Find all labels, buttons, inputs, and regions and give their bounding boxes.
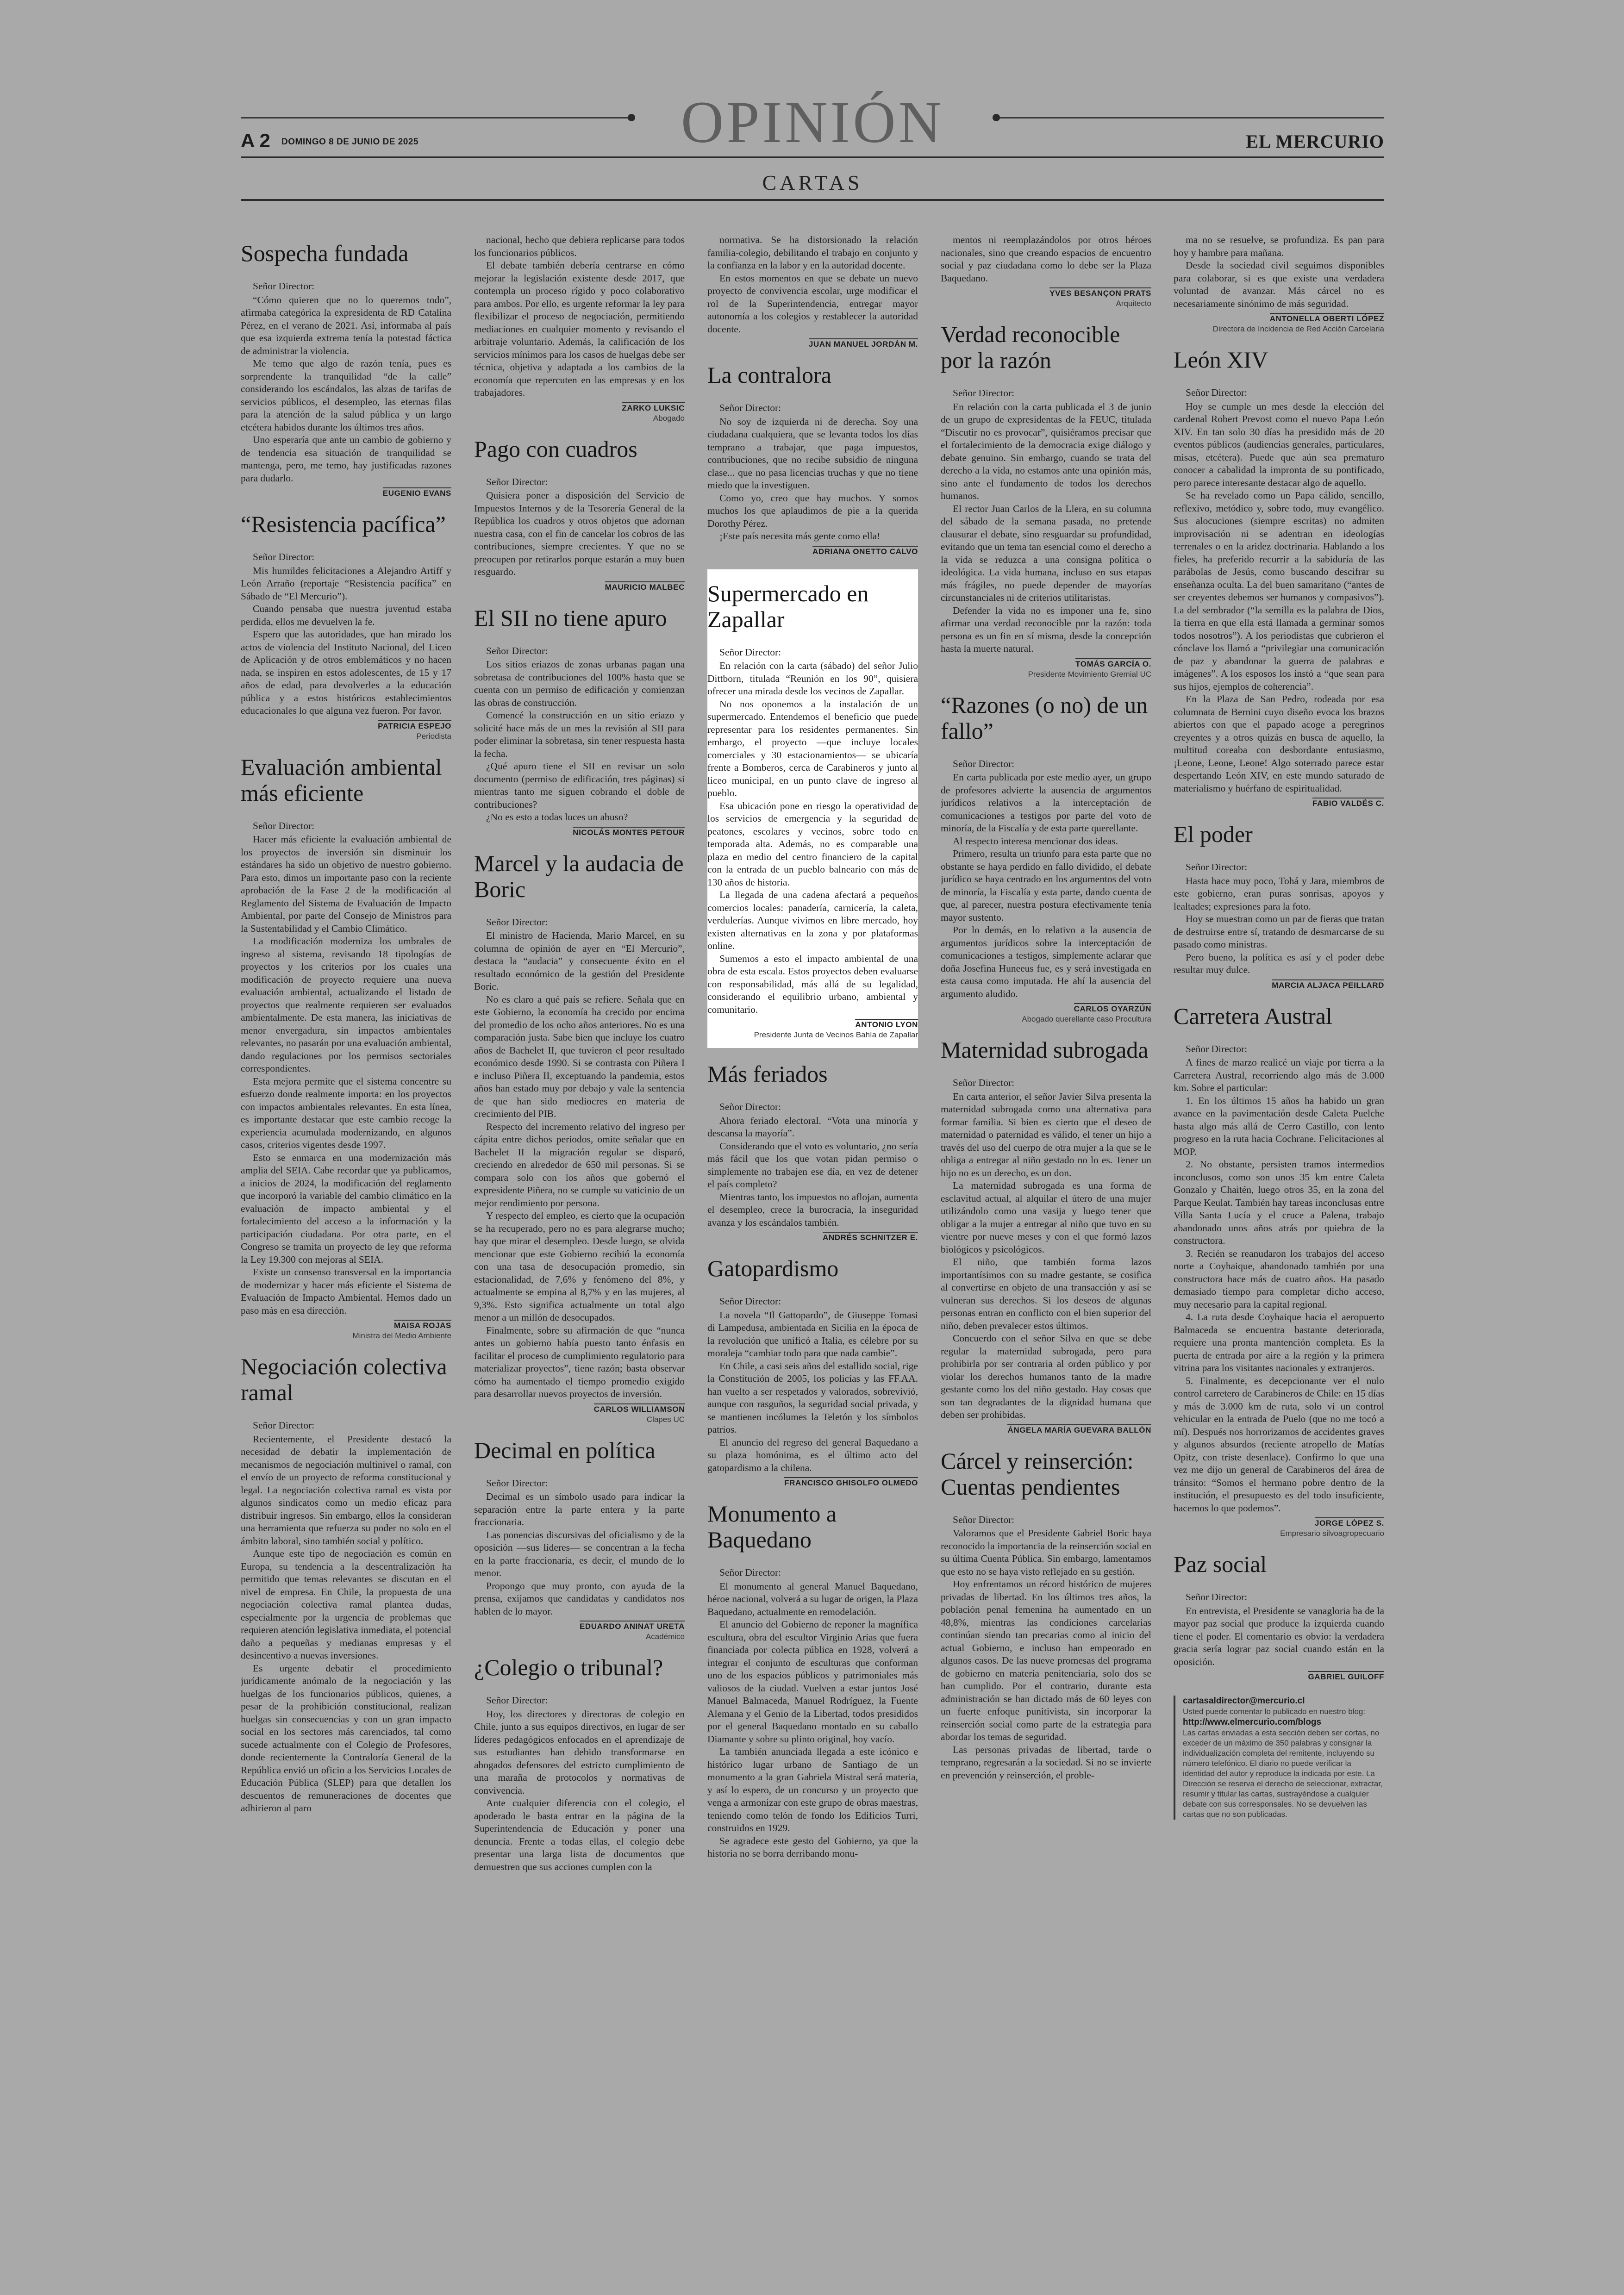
letter: [941, 234, 1151, 308]
author-role: Presidente Movimiento Gremial UC: [1028, 669, 1151, 679]
letter-signature: [474, 402, 685, 413]
letter-title: Evaluación ambiental más eficiente: [241, 754, 442, 806]
letter-title: Maternidad subrogada: [941, 1037, 1149, 1063]
letter-paragraph: La maternidad subrogada es una forma de esclavitud actual, al alquilar el útero de una mujer utilizándolo como una vasija y luego tener que obligar a la mujer a entregar al niño que tuvo en su vientre por nueve meses y con el que formó lazos biológicos y psicológicos.: [941, 1180, 1151, 1255]
letter-paragraph: Concuerdo con el señor Silva en que se debe regular la maternidad subrogada, pero para prohibirla por ser contraria al orden público y por violar los derechos humanos tanto de la madre gestante como los del niño gestado. Hay cosas que son tan degradantes de la dignidad humana que deben ser prohibidas.: [941, 1333, 1151, 1420]
letter-salutation: Señor Director:: [486, 645, 548, 656]
author-name: ANTONELLA OBERTI LÓPEZ: [1270, 313, 1384, 324]
letter: [707, 1255, 918, 1488]
letter: [474, 1654, 685, 1873]
letter-paragraph: No soy de izquierda ni de derecha. Soy una ciudadana cualquiera, que se levanta todos los días temprano a trabajar, que paga impuestos, contribuciones, que no recibe subsidio de ninguna clase... que no pasa licencias truchas y que no tiene miedo que la investiguen.: [707, 416, 918, 491]
author-role: Ministra del Medio Ambiente: [352, 1331, 451, 1340]
contact-email: cartasaldirector@mercurio.cl: [1183, 1696, 1305, 1706]
letter-paragraph: Esta mejora permite que el sistema concentre su esfuerzo donde realmente importa: en los proyectos con impactos ambientales relevantes. En esta línea, es importante destacar que este cambio recoge la experiencia acumulada modernizando, en algunos casos, criterios vigentes desde 1997.: [241, 1075, 451, 1150]
letter-paragraph: Hoy se muestran como un par de fieras que tratan de destruirse entre sí, tratando de desmarcarse de su pasado como ministras.: [1174, 913, 1384, 950]
subsection-rule: [241, 199, 1384, 201]
letter: [474, 605, 685, 837]
letter-paragraph: Sumemos a esto el impacto ambiental de una obra de esta escala. Estos proyectos deben evaluarse con responsabilidad, más allá de su legalidad, considerando el equilibrio urbano, ambiental y comunitario.: [707, 953, 918, 1015]
letter: [474, 850, 685, 1424]
letter-title: El SII no tiene apuro: [474, 605, 667, 631]
letter-paragraph: El anuncio del regreso del general Baquedano a su plaza homónima, es el último acto del gatopardismo a la chilena.: [707, 1436, 918, 1473]
letter-salutation: Señor Director:: [953, 1077, 1015, 1088]
letter: [707, 362, 918, 556]
subsection-title: CARTAS: [762, 171, 863, 194]
letter-signature: [941, 1003, 1151, 1014]
letter: [241, 511, 451, 741]
letter-title: Supermercado en Zapallar: [707, 580, 869, 632]
letter-salutation: Señor Director:: [253, 820, 315, 831]
column-2: [474, 234, 685, 2261]
letter-signature: [1174, 1517, 1384, 1528]
letter-paragraph: 2. No obstante, persisten tramos intermedios inconclusos, como son unos 35 km entre Caleta Gonzalo y Chaitén, luego otros 35, en la zona del Parque Keulat. También hay tareas inconclusas entre Villa Santa Lucía y el cruce a Palena, trabajo abandonado unos años atrás por quiebra de la constructora.: [1174, 1159, 1384, 1246]
author-name: MAURICIO MALBEC: [605, 581, 685, 592]
letter-paragraph: Hoy enfrentamos un récord histórico de mujeres privadas de libertad. En los últimos tres años, la población penal femenina ha aumentado en un 48,8%, mientras las condiciones carcelarias continúan siendo tan precarias como al inicio del actual Gobierno, e incluso han empeorado en algunos casos. De las nueve promesas del programa de gobierno en materia penitenciaria, solo dos se han cumplido. Por el contrario, durante esta administración se han dictado más de 60 leyes con un fuerte enfoque punitivista, sin incorporar la reinserción social como parte de la estrategia para abordar los temas de seguridad.: [941, 1578, 1151, 1742]
letter-paragraph: La modificación moderniza los umbrales de ingreso al sistema, revisando 18 tipologías de proyectos y los criterios por los cuales una modificación de proyecto requiere una nueva evaluación ambiental, actualizando el listado de proyectos que realmente requieren ser evaluados ambientalmente. De esta manera, las iniciativas de menor envergadura, sin impactos ambientales relevantes, no pasarán por una evaluación ambiental, dando regulaciones por los permisos sectoriales correspondientes.: [241, 935, 451, 1074]
letter: [241, 240, 451, 498]
letter-paragraph: No es claro a qué país se refiere. Señala que en este Gobierno, la economía ha crecido por encima del promedio de los ocho años anteriores. No es una comparación justa. Sabe bien que incluye los cuatro años de Bachelet II, que tuvieron el peor resultado económico desde 1990. Si se contrasta con Piñera I e incluso Piñera II, exceptuando la pandemia, estos años han estado muy por debajo y vale la sentencia de que han sido mediocres en materia de crecimiento del PIB.: [474, 993, 685, 1119]
letter-paragraph: El monumento al general Manuel Baquedano, héroe nacional, volverá a su lugar de origen, la Plaza Baquedano, actualmente en remodelación.: [707, 1580, 918, 1617]
letter-paragraph: En entrevista, el Presidente se vanagloria ba de la mayor paz social que produce la izquierda cuando tiene el poder. El comentario es obvio: la verdadera gracia sería lograr paz social cuando están en la oposición.: [1174, 1605, 1384, 1667]
author-role: Clapes UC: [646, 1415, 685, 1424]
letter-salutation: Señor Director:: [953, 1514, 1015, 1525]
letter-paragraph: Respecto del incremento relativo del ingreso per cápita entre dichos periodos, omite señalar que en Bachelet II la migración regular se disparó, creciendo en alrededor de 650 mil personas. Si se compara solo con los años que gobernó el expresidente Piñera, no se cumple su vaticinio de un mejor rendimiento por persona.: [474, 1121, 685, 1209]
letter-title: Paz social: [1174, 1551, 1267, 1577]
author-name: ANTONIO LYON: [855, 1019, 918, 1029]
letter-paragraph: Se agradece este gesto del Gobierno, ya que la historia no se borra derribando monu-: [707, 1835, 918, 1859]
letter-signature: [1174, 798, 1384, 808]
letter: [241, 1353, 451, 1815]
letter-paragraph: 1. En los últimos 15 años ha habido un gran avance en la pavimentación desde Caleta Puelche hasta algo más allá de Cerro Castillo, con lento progreso en la ruta hacia Cochrane. Felicitaciones al MOP.: [1174, 1095, 1384, 1157]
letter: [1174, 347, 1384, 808]
letter-paragraph: Los sitios eriazos de zonas urbanas pagan una sobretasa de contribuciones del 100% hasta que se cuenta con un permiso de edificación y comienzan las obras de construcción.: [474, 659, 685, 708]
letter: [1174, 234, 1384, 334]
letter-paragraph: Pero bueno, la política es así y el poder debe resultar muy dulce.: [1174, 951, 1384, 975]
letter-paragraph: Comencé la construcción en un sitio eriazo y solicité hace más de un mes la revisión al SII para poder eliminar la sobretasa, sin tener respuesta hasta la fecha.: [474, 710, 685, 759]
letter-title: ¿Colegio o tribunal?: [474, 1654, 663, 1680]
letter-paragraph: Esa ubicación pone en riesgo la operatividad de los servicios de emergencia y la seguridad de peatones, escolares y vecinos, sobre todo en temporada alta. Además, no es comparable una plaza en medio del centro financiero de la capital con la entrada de un pueblo balneario con más de 130 años de historia.: [707, 800, 918, 888]
letter-paragraph: ¿No es esto a todas luces un abuso?: [486, 811, 628, 823]
letter-paragraph: Como yo, creo que hay muchos. Y somos muchos los que aplaudimos de pie a la querida Dorothy Pérez.: [707, 492, 918, 529]
author-name: CARLOS OYARZÚN: [1074, 1003, 1151, 1014]
letter-title: Monumento a Baquedano: [707, 1501, 837, 1553]
letter-paragraph: ¡Este país necesita más gente como ella!: [719, 530, 881, 542]
letter-salutation: Señor Director:: [719, 402, 781, 413]
letter-paragraph: Hoy se cumple un mes desde la elección del cardenal Robert Prevost como el nuevo Papa León XIV. En tan solo 30 días ha presidido más de 20 eventos públicos (audiencias generales, particulares, misas, etcétera). Puede que aún sea prematuro conocer a cabalidad la impronta de su pontificado, pero parece interesante destacar algo de aquello.: [1174, 400, 1384, 488]
letter-paragraph: nacional, hecho que debiera replicarse para todos los funcionarios públicos.: [474, 234, 685, 258]
letter-signature: [941, 1424, 1151, 1435]
letter-paragraph: Espero que las autoridades, que han mirado los actos de violencia del Instituto Nacional, del Liceo de Aplicación y de otros emblemáticos y no hacen nada, se inspiren en estos adolescentes, de 15 y 17 años de edad, para devolverles a la educación pública y a estos históricos establecimientos educacionales lo que alguna vez fueron. Por favor.: [241, 629, 451, 716]
author-role: Empresario silvoagropecuario: [1280, 1529, 1384, 1538]
author-name: YVES BESANÇON PRATS: [1049, 287, 1151, 298]
letter-salutation: Señor Director:: [253, 1420, 315, 1431]
letter: [1174, 821, 1384, 990]
letter-signature: [474, 827, 685, 837]
letter: [474, 436, 685, 592]
letter-title: Más feriados: [707, 1061, 828, 1087]
newspaper-brand: EL MERCURIO: [1246, 131, 1384, 152]
letter-title: Gatopardismo: [707, 1255, 839, 1281]
letter-paragraph: Valoramos que el Presidente Gabriel Boric haya reconocido la importancia de la reinserción social en su última Cuenta Pública. Sin embargo, lamentamos que esto no se haya visto reflejado en su gestión.: [941, 1528, 1151, 1577]
letter-paragraph: ma no se resuelve, se profundiza. Es pan para hoy y hambre para mañana.: [1174, 234, 1384, 258]
letter-paragraph: El rector Juan Carlos de la Llera, en su columna del sábado de la semana pasada, no pretende clausurar el debate, sino resguardar su profundidad, evitando que un tema tan esencial como el derecho a la vida se reduzca a una consigna política o ideológica. La vida humana, incluso en sus etapas más frágiles, no puede depender de mayorías circunstanciales ni de criterios utilitaristas.: [941, 503, 1151, 603]
letter-paragraph: Por lo demás, en lo relativo a la ausencia de argumentos jurídicos sobre la interceptación de comunicaciones a testigos, simplemente aclarar que doña Josefina Huneeus fue, es y será investigada en esta causa como imputada. He ahí la ausencia del argumento aludido.: [941, 924, 1151, 999]
letter: [707, 1501, 918, 1860]
letter: [941, 692, 1151, 1024]
letter-salutation: Señor Director:: [486, 1477, 548, 1489]
author-name: ZARKO LUKSIC: [622, 402, 685, 413]
author-name: TOMÁS GARCÍA O.: [1075, 658, 1151, 669]
letter-paragraph: Propongo que muy pronto, con ayuda de la prensa, exijamos que candidatas y candidatos nos hablen de lo mayor.: [474, 1580, 685, 1617]
letter-paragraph: Quisiera poner a disposición del Servicio de Impuestos Internos y de la Tesorería General de la República los cuadros y otros objetos que adornan nuestra casa, con el fin de cancelar los cobros de las contribuciones, siempre crecientes. Y que no se preocupen por retirarlos porque estarán a muy buen resguardo.: [474, 490, 685, 577]
letter-signature: [1174, 979, 1384, 990]
letter-paragraph: El anuncio del Gobierno de reponer la magnífica escultura, obra del escultor Virginio Arias que fuera financiada por colecta pública en 1928, volverá a integrar el conjunto de esculturas que conforman uno de los espacios públicos y patrimoniales más valiosos de la ciudad. Vuelven a estar juntos José Manuel Balmaceda, Manuel Rodríguez, la Fuente Alemana y el Genio de la Libertad, todos presididos por el general Baquedano montado en su caballo Diamante y sobre su plinto original, hoy vacío.: [707, 1619, 918, 1745]
letter-title: Decimal en política: [474, 1437, 656, 1463]
letter: [1174, 1003, 1384, 1539]
letter-paragraph: La llegada de una cadena afectará a pequeños comercios locales: panadería, carnicería, la caleta, verdulerías. Aunque vivimos en libre mercado, hoy existen alternativas en la zona y por plataformas online.: [707, 889, 918, 951]
letter-salutation: Señor Director:: [1186, 861, 1248, 873]
letter-paragraph: Se ha revelado como un Papa cálido, sencillo, reflexivo, metódico y, sobre todo, muy evangélico. Sus alocuciones (siempre escritas) no admiten improvisación ni se adentran en ideologías terrenales o en la aridez doctrinaria. Hablando a los fieles, ha preferido recurrir a la sabiduría de las parábolas de Jesús, como buscando descifrar su enseñanza oculta. La del buen samaritano (“antes de ser creyentes debemos ser humanos y compasivos”). La del sembrador (“la semilla es la palabra de Dios, la tierra en que ella está llamada a germinar somos todos nosotros”). A los periodistas que cubrieron el cónclave los llamó a “privilegiar una comunicación de paz y abandonar la guerra de palabras e imágenes”. A los esposos los instó a “que sean para sus hijos, ejemplos de coherencia”.: [1174, 490, 1384, 692]
author-name: MARCIA ALJACA PEILLARD: [1272, 979, 1384, 990]
letter-title: “Razones (o no) de un fallo”: [941, 692, 1148, 744]
letter-salutation: Señor Director:: [719, 1296, 781, 1307]
column-4: [941, 234, 1151, 2261]
letter-paragraph: 4. La ruta desde Coyhaique hacia el aeropuerto Balmaceda se encuentra bastante deteriorada, requiere una pronta mantención completa. Es la puerta de entrada por aire a la región y la primera vitrina para los visitantes nacionales y extranjeros.: [1174, 1311, 1384, 1373]
letter: [941, 1448, 1151, 1782]
letter: [707, 569, 918, 1048]
masthead: [241, 83, 1384, 222]
column-3: [707, 234, 918, 2261]
letter-paragraph: Las ponencias discursivas del oficialismo y de la oposición —sus líderes— se concentran a la fecha en la parte fraccionaria, es decir, el mundo de lo menor.: [474, 1529, 685, 1578]
letter-signature: [474, 581, 685, 592]
letter-salutation: Señor Director:: [953, 387, 1015, 399]
letter-paragraph: Me temo que algo de razón tenía, pues es sorprendente la tranquilidad “de la calle” considerando los escándalos, las alzas de tarifas de servicios públicos, el desempleo, las eternas filas para la atención de la salud pública y un largo etcétera habidos durante los últimos tres años.: [241, 358, 451, 433]
letter-paragraph: Finalmente, sobre su afirmación de que “nunca antes un gobierno había puesto tanto énfasis en facilitar el proceso de cumplimiento regulatorio para materializar proyectos”, tiene razón; basta observar cómo ha aumentado el tiempo promedio exigido para desarrollar nuevos proyectos de inversión.: [474, 1324, 685, 1399]
author-name: ANDRÉS SCHNITZER E.: [823, 1232, 918, 1242]
letter-paragraph: Decimal es un símbolo usado para indicar la separación entre la parte entera y la parte fraccionaria.: [474, 1491, 685, 1528]
newspaper-page: [241, 83, 1384, 2259]
author-name: EDUARDO ANINAT URETA: [580, 1621, 685, 1631]
letter-paragraph: Y respecto del empleo, es cierto que la ocupación se ha recuperado, pero no es para alegrarse mucho; hay que mirar el desempleo. Desde luego, se olvida mencionar que este Gobierno recibió la economía con una tasa de desocupación promedio, sin estacionalidad, de 7,6% y fenómeno del 8%, y actualmente se empina al 8,7% y en las mujeres, al 9,3%. Esto significa actualmente un total algo menor a un millón de desocupados.: [474, 1210, 685, 1323]
letter-paragraph: mentos ni reemplazándolos por otros héroes nacionales, sino que creando espacios de encuentro social y paz ciudadana como lo debe ser la Plaza Baquedano.: [941, 234, 1151, 284]
author-name: FRANCISCO GHISOLFO OLMEDO: [784, 1477, 918, 1488]
letter-salutation: Señor Director:: [1186, 1591, 1248, 1603]
letter-signature: [474, 1403, 685, 1414]
letter: [474, 234, 685, 423]
author-role: Periodista: [416, 731, 451, 741]
letter-signature: [241, 1320, 451, 1330]
letter-paragraph: Hacer más eficiente la evaluación ambiental de los proyectos de inversión sin disminuir los estándares ha sido un objetivo de nuestro gobierno. Para esto, dimos un importante paso con la reciente aprobación de la Fase 2 de la modificación al Reglamento del Sistema de Evaluación de Impacto Ambiental, por parte del Consejo de Ministros para la Sustentabilidad y el Cambio Climático.: [241, 834, 451, 934]
letter-paragraph: Hasta hace muy poco, Tohá y Jara, miembros de este gobierno, eran puras sonrisas, apoyos y lealtades; expresiones para la foto.: [1174, 875, 1384, 912]
letter-salutation: Señor Director:: [719, 1567, 781, 1578]
letter-paragraph: La novela “Il Gattopardo”, de Giuseppe Tomasi di Lampedusa, ambientada en Sicilia en la época de la revolución que unificó a Italia, es célebre por su moraleja “cambiar todo para que nada cambie”.: [707, 1309, 918, 1359]
letter-paragraph: En relación con la carta (sábado) del señor Julio Dittborn, titulada “Reunión en los 90”, quisiera ofrecer una mirada desde los vecinos de Zapallar.: [707, 660, 918, 697]
letter-paragraph: Aunque este tipo de negociación es común en Europa, su tendencia a la descentralización ha permitido que temas relevantes se discutan en el nivel de empresa. En Chile, la propuesta de una negociación colectiva ramal plantea dudas, especialmente por la urgencia de problemas que requieren atención legislativa inmediata, el potencial daño a pequeñas y medianas empresas y el desincentivo a nuevas inversiones.: [241, 1548, 451, 1661]
letter-paragraph: Uno esperaría que ante un cambio de gobierno y de tendencia esa situación de tranquilidad se mantenga, pero, me temo, hay justificadas razones para dudarlo.: [241, 434, 451, 484]
letter-paragraph: ¿Qué apuro tiene el SII en revisar un solo documento (permiso de edificación, tres páginas) si mientras tanto me siguen cobrando el doble de contribuciones?: [474, 761, 685, 810]
letter: [941, 321, 1151, 679]
letter-title: La contralora: [707, 362, 831, 388]
letter-signature: [1174, 313, 1384, 324]
letter-paragraph: No nos oponemos a la instalación de un supermercado. Entendemos el beneficio que puede representar para los residentes permanentes. Sin embargo, el proyecto —que incluye locales comerciales y 30 estacionamientos— se ubicaría frente a Bomberos, cerca de Carabineros y junto al liceo municipal, en un punto clave de ingreso al pueblo.: [707, 698, 918, 798]
letter-paragraph: En estos momentos en que se debate un nuevo proyecto de convivencia escolar, urge modificar el rol de la Superintendencia, entregar mayor autonomía a los colegios y restablecer la autoridad docente.: [707, 272, 918, 335]
letter-paragraph: En relación con la carta publicada el 3 de junio de un grupo de expresidentas de la FEUC, titulada “Discutir no es provocar”, quisiéramos precisar que el fortalecimiento de la democracia exige diálogo y debate genuino. Sin embargo, cuando se trata del derecho a la vida, no estamos ante una opinión más, sino ante el fundamento de todos los derechos humanos.: [941, 401, 1151, 501]
author-name: PATRICIA ESPEJO: [378, 720, 451, 731]
author-name: JORGE LÓPEZ S.: [1315, 1517, 1384, 1528]
author-name: GABRIEL GUILOFF: [1308, 1671, 1384, 1682]
author-name: JUAN MANUEL JORDÁN M.: [809, 338, 918, 349]
letter-paragraph: En la Plaza de San Pedro, rodeada por esa columnata de Bernini cuyo diseño evoca los brazos abiertos con que el papado acoge a peregrinos creyentes y a otros quizás en busca de aquello, la multitud coreaba con desbordante entusiasmo, ¡Leone, Leone, Leone! Algo soterrado parece estar despertando León XIV, en este mundo saturado de materialismo y huérfano de espiritualidad.: [1174, 693, 1384, 794]
letter-title: Verdad reconocible por la razón: [941, 321, 1120, 373]
author-role: Arquitecto: [1116, 299, 1151, 308]
section-title: OPINIÓN: [681, 89, 944, 155]
author-name: EUGENIO EVANS: [383, 487, 451, 498]
author-name: NICOLÁS MONTES PETOUR: [573, 827, 685, 837]
letter-paragraph: El debate también debería centrarse en cómo mejorar la legislación existente desde 2017, que contempla un proceso rígido y poco colaborativo para ambos. Por ello, es urgente reformar la ley para flexibilizar el proceso de negociación, permitiendo mediaciones en cualquier momento y revisando el arbitraje voluntario. Además, la calificación de los servicios mínimos para los casos de huelgas debe ser técnica, objetiva y adaptada a los cambios de la economía que repercuten en las empresas y en los trabajadores.: [474, 260, 685, 398]
letter: [1174, 1551, 1384, 1682]
author-name: CARLOS WILLIAMSON: [594, 1403, 685, 1414]
letter-paragraph: “Cómo quieren que no lo queremos todo”, afirmaba categórica la expresidenta de RD Catalina Pérez, en el verano de 2021. Así, informaba al país que esa izquierda extrema tenía la potestad fáctica de administrar la violencia.: [241, 294, 451, 356]
letter-signature: [941, 658, 1151, 669]
letter-paragraph: Considerando que el voto es voluntario, ¿no sería más fácil que los que votan pidan permiso o simplemente no trabajen ese día, en vez de detener el país completo?: [707, 1140, 918, 1190]
letter-paragraph: Al respecto interesa mencionar dos ideas.: [953, 835, 1118, 847]
letter-paragraph: En Chile, a casi seis años del estallido social, rige la Constitución de 2005, los policías y las FF.AA. han vuelto a ser respetados y valorados, sobrevivió, aunque con rasguños, la seguridad social privada, y se mantienen incólumes la Teletón y los símbolos patrios.: [707, 1360, 918, 1435]
contact-note: Usted puede comentar lo publicado en nuestro blog:: [1183, 1707, 1366, 1716]
letter-paragraph: Esto se enmarca en una modernización más amplia del SEIA. Cabe recordar que ya publicamos, a inicios de 2024, la modificación del reglamento que incorporó la variable del cambio climático en la evaluación de impacto ambiental y el fortalecimiento del acceso a la información y la participación ciudadana. Por otra parte, en el Congreso se tramita un proyecto de ley que reforma la Ley 19.300 con mejoras al SEIA.: [241, 1152, 451, 1265]
letter-salutation: Señor Director:: [719, 646, 781, 658]
author-name: MAISA ROJAS: [394, 1320, 451, 1330]
letter-salutation: Señor Director:: [486, 916, 548, 928]
letter: [241, 754, 451, 1341]
author-role: Directora de Incidencia de Red Acción Carcelaria: [1212, 324, 1384, 333]
author-role: Académico: [645, 1632, 685, 1641]
letter-title: El poder: [1174, 821, 1253, 847]
letter-title: Marcel y la audacia de Boric: [474, 850, 684, 902]
letter-title: Sospecha fundada: [241, 240, 409, 266]
letter-title: Negociación colectiva ramal: [241, 1353, 447, 1405]
letter-paragraph: Existe un consenso transversal en la importancia de modernizar y hacer más eficiente el Sistema de Evaluación de Impacto Ambiental. Hemos dado un paso más en esa dirección.: [241, 1266, 451, 1316]
column-1: [241, 234, 451, 2261]
letter-paragraph: El ministro de Hacienda, Mario Marcel, en su columna de opinión de ayer en “El Mercurio”, destaca la “audacia” y consecuente éxito en el resultado económico de la gestión del Presidente Boric.: [474, 930, 685, 992]
letter: [707, 234, 918, 349]
contact-blog-link: http://www.elmercurio.com/blogs: [1183, 1717, 1322, 1727]
letter-paragraph: A fines de marzo realicé un viaje por tierra a la Carretera Austral, recorriendo algo más de 3.000 km. Sobre el particular:: [1174, 1057, 1384, 1093]
letter-salutation: Señor Director:: [253, 551, 315, 562]
letter-signature: [241, 487, 451, 498]
letter-salutation: Señor Director:: [253, 281, 315, 292]
letter-salutation: Señor Director:: [1186, 387, 1248, 398]
letter-paragraph: Primero, resulta un triunfo para esta parte que no obstante se haya perdido en fallo dividido, el debate jurídico se haya centrado en los argumentos del voto de minoría, la Fiscalía y esta parte, dando cuenta de que, al parecer, nuestra postura efectivamente tenía mayor sustento.: [941, 848, 1151, 923]
letter-signature: [707, 1477, 918, 1488]
letter-title: Carretera Austral: [1174, 1003, 1332, 1029]
letter-salutation: Señor Director:: [486, 476, 548, 487]
author-name: ÁNGELA MARÍA GUEVARA BALLÓN: [1007, 1424, 1151, 1435]
letter-salutation: Señor Director:: [1186, 1043, 1248, 1054]
author-role: Abogado querellante caso Procultura: [1022, 1015, 1151, 1023]
letter-signature: [241, 720, 451, 731]
author-role: Presidente Junta de Vecinos Bahía de Zapallar: [754, 1030, 918, 1039]
letter-paragraph: Hoy, los directores y directoras de colegio en Chile, junto a sus equipos directivos, en lugar de ser líderes pedagógicos enfocados en el aprendizaje de sus estudiantes han debido transformarse en abogados defensores del estricto cumplimiento de una maraña de protocolos y normativas de convivencia.: [474, 1708, 685, 1796]
letter-title: León XIV: [1174, 347, 1268, 373]
letter-salutation: Señor Director:: [719, 1101, 781, 1112]
author-name: ADRIANA ONETTO CALVO: [812, 546, 918, 556]
letter-paragraph: 3. Recién se reanudaron los trabajos del acceso norte a Coyhaique, abandonado también por una constructora hace más de cuatro años. Ha pasado demasiado tiempo para completar dicho acceso, muy necesario para la capital regional.: [1174, 1247, 1384, 1310]
letter-signature: [474, 1621, 685, 1631]
letter-signature: [1174, 1671, 1384, 1682]
column-5: [1174, 234, 1384, 2261]
contact-box: [1174, 1696, 1384, 1820]
letter-paragraph: En carta anterior, el señor Javier Silva presenta la maternidad subrogada como una alternativa para formar familia. Si bien es cierto que el deseo de maternidad o paternidad es válido, el tener un hijo a través del uso del cuerpo de otra mujer a la que se le obliga a entregar al niño gestado no lo es. Tener un hijo no es un derecho, es un don.: [941, 1091, 1151, 1179]
letter-paragraph: Defender la vida no es imponer una fe, sino afirmar una verdad reconocible por la razón: toda persona es un fin en sí misma, desde la concepción hasta la muerte natural.: [941, 605, 1151, 654]
letter-paragraph: En carta publicada por este medio ayer, un grupo de profesores advierte la ausencia de argumentos jurídicos relativos a la interceptación de comunicaciones a testigos por parte del voto de minoría, de la Fiscalía y de esta parte querellante.: [941, 772, 1151, 834]
letter-paragraph: Recientemente, el Presidente destacó la necesidad de debatir la implementación de mecanismos de negociación multinivel o ramal, con el envío de un proyecto de reforma constitucional y legal. La negociación colectiva ramal es vista por algunos sindicatos como un medio eficaz para distribuir ingresos. Sin embargo, ellos la consideran una herramienta que refuerza su poder no solo en el ámbito laboral, sino también social y político.: [241, 1433, 451, 1547]
letter-paragraph: Las personas privadas de libertad, tarde o temprano, regresarán a la sociedad. Si no se invierte en prevención y reinserción, el proble-: [941, 1744, 1151, 1781]
contact-rules: Las cartas enviadas a esta sección deben ser cortas, no exceder de un máximo de 350 palabras y consignar la individualización completa del remitente, incluyendo su número telefónico. El diario no puede verificar la identidad del autor y reproduce la indicada por este. La Dirección se reserva el derecho de seleccionar, extractar, resumir y titular las cartas, sustrayéndose a cualquier debate con sus corresponsales. No se devuelven las cartas que no son publicadas.: [1183, 1728, 1383, 1819]
issue-date: DOMINGO 8 DE JUNIO DE 2025: [281, 137, 418, 147]
letter-paragraph: Desde la sociedad civil seguimos disponibles para colaborar, si es que existe una verdadera voluntad de avanzar. Más cárcel no es necesariamente sinónimo de más seguridad.: [1174, 260, 1384, 309]
letter-paragraph: Cuando pensaba que nuestra juventud estaba perdida, ellos me devuelven la fe.: [241, 603, 451, 627]
letter-paragraph: Mientras tanto, los impuestos no aflojan, aumenta el desempleo, crece la burocracia, la inseguridad avanza y los escándalos también.: [707, 1191, 918, 1228]
letter-paragraph: El niño, que también forma lazos importantísimos con su madre gestante, se cosifica al convertirse en objeto de una transacción y así se vulneran sus derechos. Si los deseos de algunas personas entran en conflicto con el bien superior del niño, deben prevalecer estos últimos.: [941, 1256, 1151, 1331]
letter: [474, 1437, 685, 1642]
letter-paragraph: 5. Finalmente, es decepcionante ver el nulo control carretero de Carabineros de Chile: en 15 días y más de 3.000 km de ruta, solo vi un control vehicular en la entrada de Puelo (que no me tocó a mí). Después nos horrorizamos de accidentes graves y algunos absurdos (reciente atropello de Matías Opitz, con triste desenlace). Confirmo lo que una vez me dijo un general de Carabineros del área de tránsito: “Somos el hermano pobre dentro de la institución, el presupuesto es del todo insuficiente, hacemos lo que podemos”.: [1174, 1375, 1384, 1514]
letter-paragraph: normativa. Se ha distorsionado la relación familia-colegio, debilitando el trabajo en conjunto y la confianza en la labor y en la autoridad docente.: [707, 234, 918, 271]
masthead-rule: [241, 156, 1384, 158]
letter-paragraph: Es urgente debatir el procedimiento jurídicamente anómalo de la negociación y las huelgas de los funcionarios públicos, quienes, a pesar de la prohibición constitucional, realizan huelgas sin consecuencias y con un gran impacto social en los sectores más carenciados, tal como sucede actualmente con el Colegio de Profesores, donde recientemente la Contraloría General de la República envió un oficio a los Servicios Locales de Educación Pública (SLEP) para que detallen los descuentos de remuneraciones de docentes que adhirieron al paro: [241, 1662, 451, 1814]
letter-signature: [707, 338, 918, 349]
letter-paragraph: Ante cualquier diferencia con el colegio, el apoderado le basta entrar en la página de la Superintendencia de Educación y poner una denuncia. Frente a todas ellas, el colegio debe presentar una larga lista de documentos que demuestren que sus acciones cumplen con la: [474, 1797, 685, 1872]
letter-salutation: Señor Director:: [486, 1695, 548, 1706]
letter-paragraph: La también anunciada llegada a este icónico e histórico lugar urbano de Santiago de un monumento a la gran Gabriela Mistral será materia, y así lo espero, de un concurso y un proyecto que venga a armonizar con este grupo de obras maestras, teniendo como telón de fondo los Edificios Turri, construidos en 1929.: [707, 1746, 918, 1834]
letter-signature: [707, 546, 918, 556]
letter: [941, 1037, 1151, 1435]
letter-signature: [941, 287, 1151, 298]
letter-salutation: Señor Director:: [953, 758, 1015, 769]
letter-title: “Resistencia pacífica”: [241, 511, 446, 537]
author-role: Abogado: [653, 413, 685, 423]
author-name: FABIO VALDÉS C.: [1312, 798, 1384, 808]
letter-paragraph: Mis humildes felicitaciones a Alejandro Artiff y León Arraño (reportaje “Resistencia pacífica” en Sábado de “El Mercurio”).: [241, 565, 451, 602]
letter-paragraph: Ahora feriado electoral. “Vota una minoría y descansa la mayoría”.: [707, 1115, 918, 1139]
letter-title: Pago con cuadros: [474, 436, 637, 462]
page-number: A 2: [241, 130, 270, 151]
letter-title: Cárcel y reinserción: Cuentas pendientes: [941, 1447, 1134, 1500]
letter-signature: [707, 1019, 918, 1029]
letter-signature: [707, 1232, 918, 1242]
letter: [707, 1061, 918, 1242]
